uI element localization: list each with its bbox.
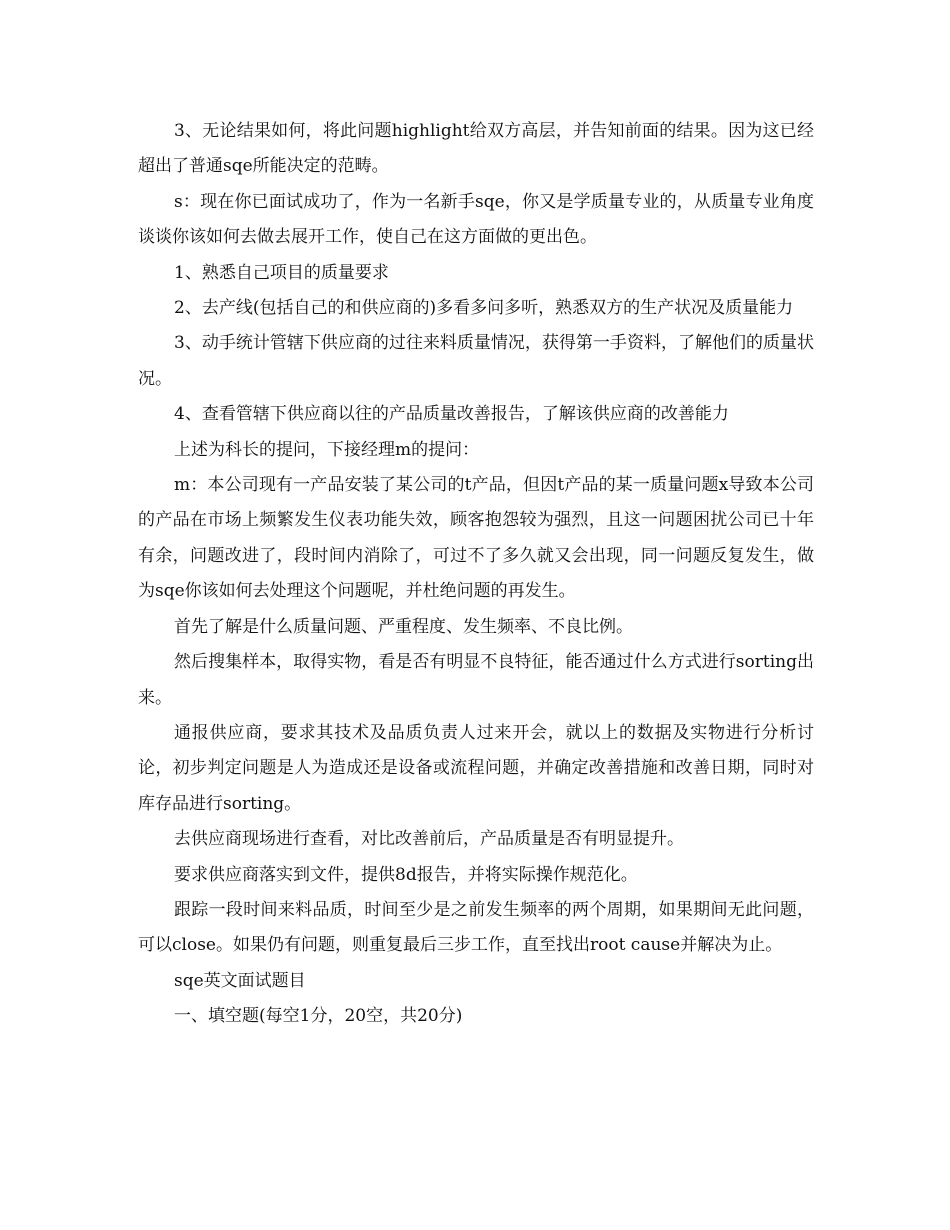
paragraph: s：现在你已面试成功了，作为一名新手sqe，你又是学质量专业的，从质量专业角度谈谈你该如何去做去展开工作，使自己在这方面做的更出色。: [138, 191, 814, 248]
paragraph: 3、无论结果如何，将此问题highlight给双方高层，并告知前面的结果。因为这已经超出了普通sqe所能决定的范畴。: [138, 121, 814, 177]
paragraph: 2、去产线(包括自己的和供应商的)多看多问多听，熟悉双方的生产状况及质量能力: [174, 298, 794, 319]
paragraph: 然后搜集样本，取得实物，看是否有明显不良特征，能否通过什么方式进行sorting出来。: [138, 652, 814, 708]
paragraph: 跟踪一段时间来料品质，时间至少是之前发生频率的两个周期，如果期间无此问题，可以close。如果仍有问题，则重复最后三步工作，直至找出root cause并解决为止。: [138, 899, 814, 956]
paragraph: 4、查看管辖下供应商以往的产品质量改善报告，了解该供应商的改善能力: [174, 404, 729, 425]
paragraph: 首先了解是什么质量问题、严重程度、发生频率、不良比例。: [174, 616, 633, 637]
paragraph: 要求供应商落实到文件，提供8d报告，并将实际操作规范化。: [174, 864, 638, 885]
section-heading: sqe英文面试题目: [174, 970, 306, 991]
paragraph: 1、熟悉自己项目的质量要求: [174, 262, 389, 283]
paragraph: 通报供应商，要求其技术及品质负责人过来开会，就以上的数据及实物进行分析讨论，初步判定问题是人为造成还是设备或流程问题，并确定改善措施和改善日期，同时对库存品进行sorting。: [138, 722, 814, 814]
paragraph: m：本公司现有一产品安装了某公司的t产品，但因t产品的某一质量问题x导致本公司的产品在市场上频繁发生仪表功能失效，顾客抱怨较为强烈，且这一问题困扰公司已十年有余，问题改进了，段时间内消除了，可过不了多久就又会出现，同一问题反复发生，做为sqe你该如何去处理这个问题呢，并杜绝问题的再发生。: [138, 475, 814, 602]
section-heading: 一、填空题(每空1分，20空，共20分): [174, 1006, 463, 1027]
paragraph: 3、动手统计管辖下供应商的过往来料质量情况，获得第一手资料，了解他们的质量状况。: [138, 333, 814, 389]
paragraph: 去供应商现场进行查看，对比改善前后，产品质量是否有明显提升。: [174, 829, 684, 850]
paragraph: 上述为科长的提问，下接经理m的提问：: [174, 439, 480, 460]
document-body: [138, 114, 814, 1035]
